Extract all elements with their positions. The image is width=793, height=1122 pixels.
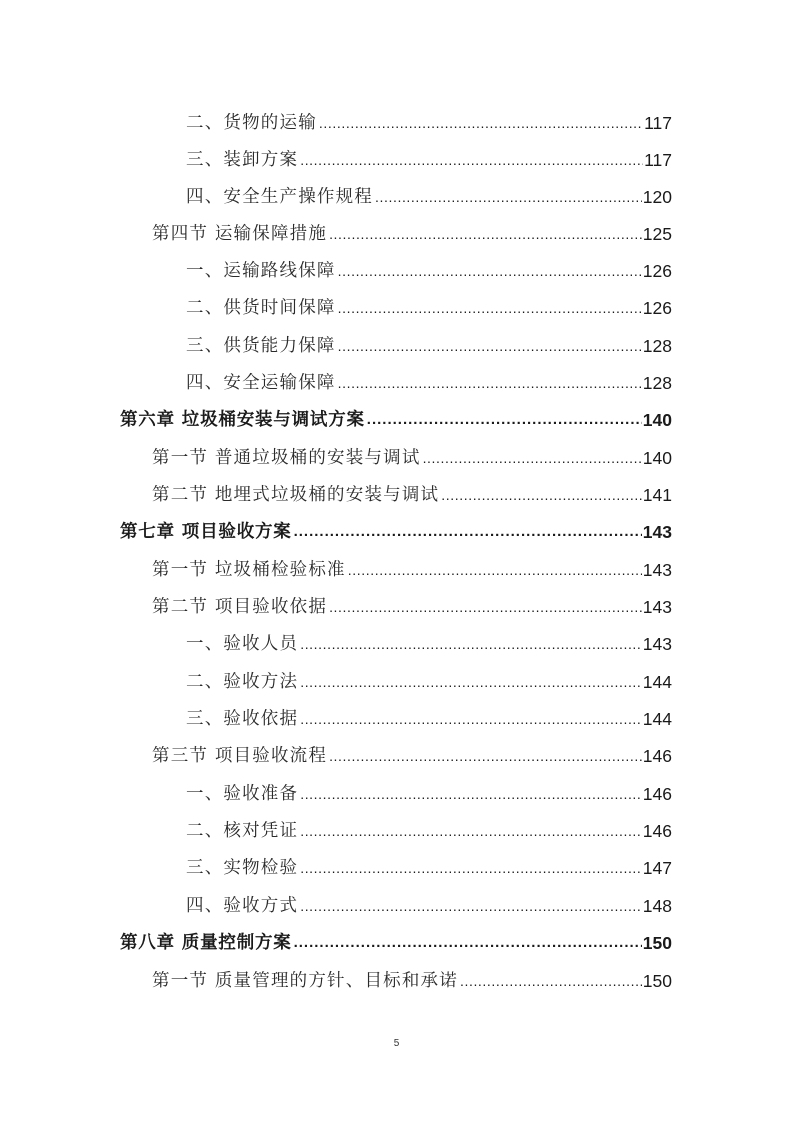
toc-entry-title: 二、供货时间保障 [186,298,336,318]
toc-entry-page: 148 [642,896,672,916]
toc-entry-page: 144 [642,672,672,692]
toc-entry-title: 第二节 地埋式垃圾桶的安装与调试 [152,485,440,505]
dot-leader [348,558,642,582]
toc-entry[interactable] [186,776,672,806]
toc-entry-title: 四、安全生产操作规程 [186,187,373,207]
toc-entry[interactable] [186,701,672,731]
toc-entry-title: 第一节 质量管理的方针、目标和承诺 [152,971,458,991]
toc-entry-title: 三、供货能力保障 [186,336,336,356]
toc-entry[interactable] [186,328,672,358]
toc-entry-page: 117 [644,113,672,133]
dot-leader [338,334,642,358]
dot-leader [338,371,642,395]
toc-entry-page: 146 [642,746,672,766]
dot-leader [319,111,643,135]
toc-entry[interactable] [186,290,672,320]
dot-leader [423,446,642,470]
toc-entry[interactable] [186,142,672,172]
toc-entry-title: 第一节 垃圾桶检验标准 [152,560,346,580]
dot-leader [300,819,642,843]
toc-entry-page: 128 [642,373,672,393]
toc-chapter-entry[interactable] [120,925,672,955]
dot-leader [441,483,642,507]
toc-entry-title: 第七章 项目验收方案 [120,522,292,542]
toc-entry[interactable] [152,738,672,768]
dot-leader [294,931,642,955]
dot-leader [300,670,642,694]
toc-entry-page: 150 [642,971,672,991]
page-number: 5 [393,1038,400,1049]
toc-entry-page: 126 [642,261,672,281]
toc-entry[interactable] [186,813,672,843]
toc-entry-page: 117 [644,150,672,170]
toc-entry-page: 143 [642,522,672,542]
toc-entry-title: 第二节 项目验收依据 [152,597,328,617]
dot-leader [329,222,642,246]
toc-entry-title: 第三节 项目验收流程 [152,746,328,766]
toc-entry-page: 143 [642,560,672,580]
toc-entry-page: 125 [642,224,672,244]
toc-entry-title: 一、验收准备 [186,784,299,804]
toc-entry[interactable] [152,552,672,582]
toc-chapter-entry[interactable] [120,402,672,432]
toc-entry[interactable] [152,589,672,619]
dot-leader [300,148,643,172]
toc-entry-title: 三、实物检验 [186,858,299,878]
dot-leader [329,595,642,619]
toc-entry-title: 第一节 普通垃圾桶的安装与调试 [152,448,421,468]
toc-entry[interactable] [152,477,672,507]
dot-leader [367,408,642,432]
toc-entry-page: 140 [642,410,672,430]
toc-entry[interactable] [186,626,672,656]
toc-entry[interactable] [186,253,672,283]
toc-entry-title: 四、安全运输保障 [186,373,336,393]
toc-entry[interactable] [186,664,672,694]
dot-leader [300,782,642,806]
toc-entry-page: 146 [642,784,672,804]
dot-leader [300,856,642,880]
toc-entry-page: 126 [642,298,672,318]
toc-entry-page: 144 [642,709,672,729]
toc-entry[interactable] [186,365,672,395]
toc-entry-page: 143 [642,634,672,654]
toc-entry[interactable] [152,963,672,993]
dot-leader [294,520,642,544]
toc-entry[interactable] [152,216,672,246]
toc-entry-title: 四、验收方式 [186,896,299,916]
toc-entry-title: 三、装卸方案 [186,150,299,170]
dot-leader [460,969,642,993]
dot-leader [329,744,642,768]
dot-leader [300,632,642,656]
toc-entry[interactable] [186,105,672,135]
dot-leader [338,296,642,320]
dot-leader [338,259,642,283]
toc-entry-title: 三、验收依据 [186,709,299,729]
dot-leader [375,185,642,209]
toc-entry[interactable] [186,888,672,918]
toc-entry-page: 143 [642,597,672,617]
toc-entry-title: 第八章 质量控制方案 [120,933,292,953]
toc-entry-page: 120 [642,187,672,207]
toc-entry-title: 第六章 垃圾桶安装与调试方案 [120,410,365,430]
toc-entry[interactable] [186,850,672,880]
toc-entry[interactable] [152,440,672,470]
toc-entry-page: 128 [642,336,672,356]
dot-leader [300,894,642,918]
toc-entry-title: 第四节 运输保障措施 [152,224,328,244]
toc-entry-title: 一、验收人员 [186,634,299,654]
toc-entry-page: 141 [642,485,672,505]
toc-entry[interactable] [186,179,672,209]
toc-entry-page: 150 [642,933,672,953]
toc-entry-title: 二、核对凭证 [186,821,299,841]
toc-entry-title: 二、货物的运输 [186,113,317,133]
toc-entry-page: 140 [642,448,672,468]
dot-leader [300,707,642,731]
toc-entry-page: 146 [642,821,672,841]
toc-chapter-entry[interactable] [120,514,672,544]
toc-entry-title: 二、验收方法 [186,672,299,692]
toc-entry-title: 一、运输路线保障 [186,261,336,281]
toc-entry-page: 147 [642,858,672,878]
